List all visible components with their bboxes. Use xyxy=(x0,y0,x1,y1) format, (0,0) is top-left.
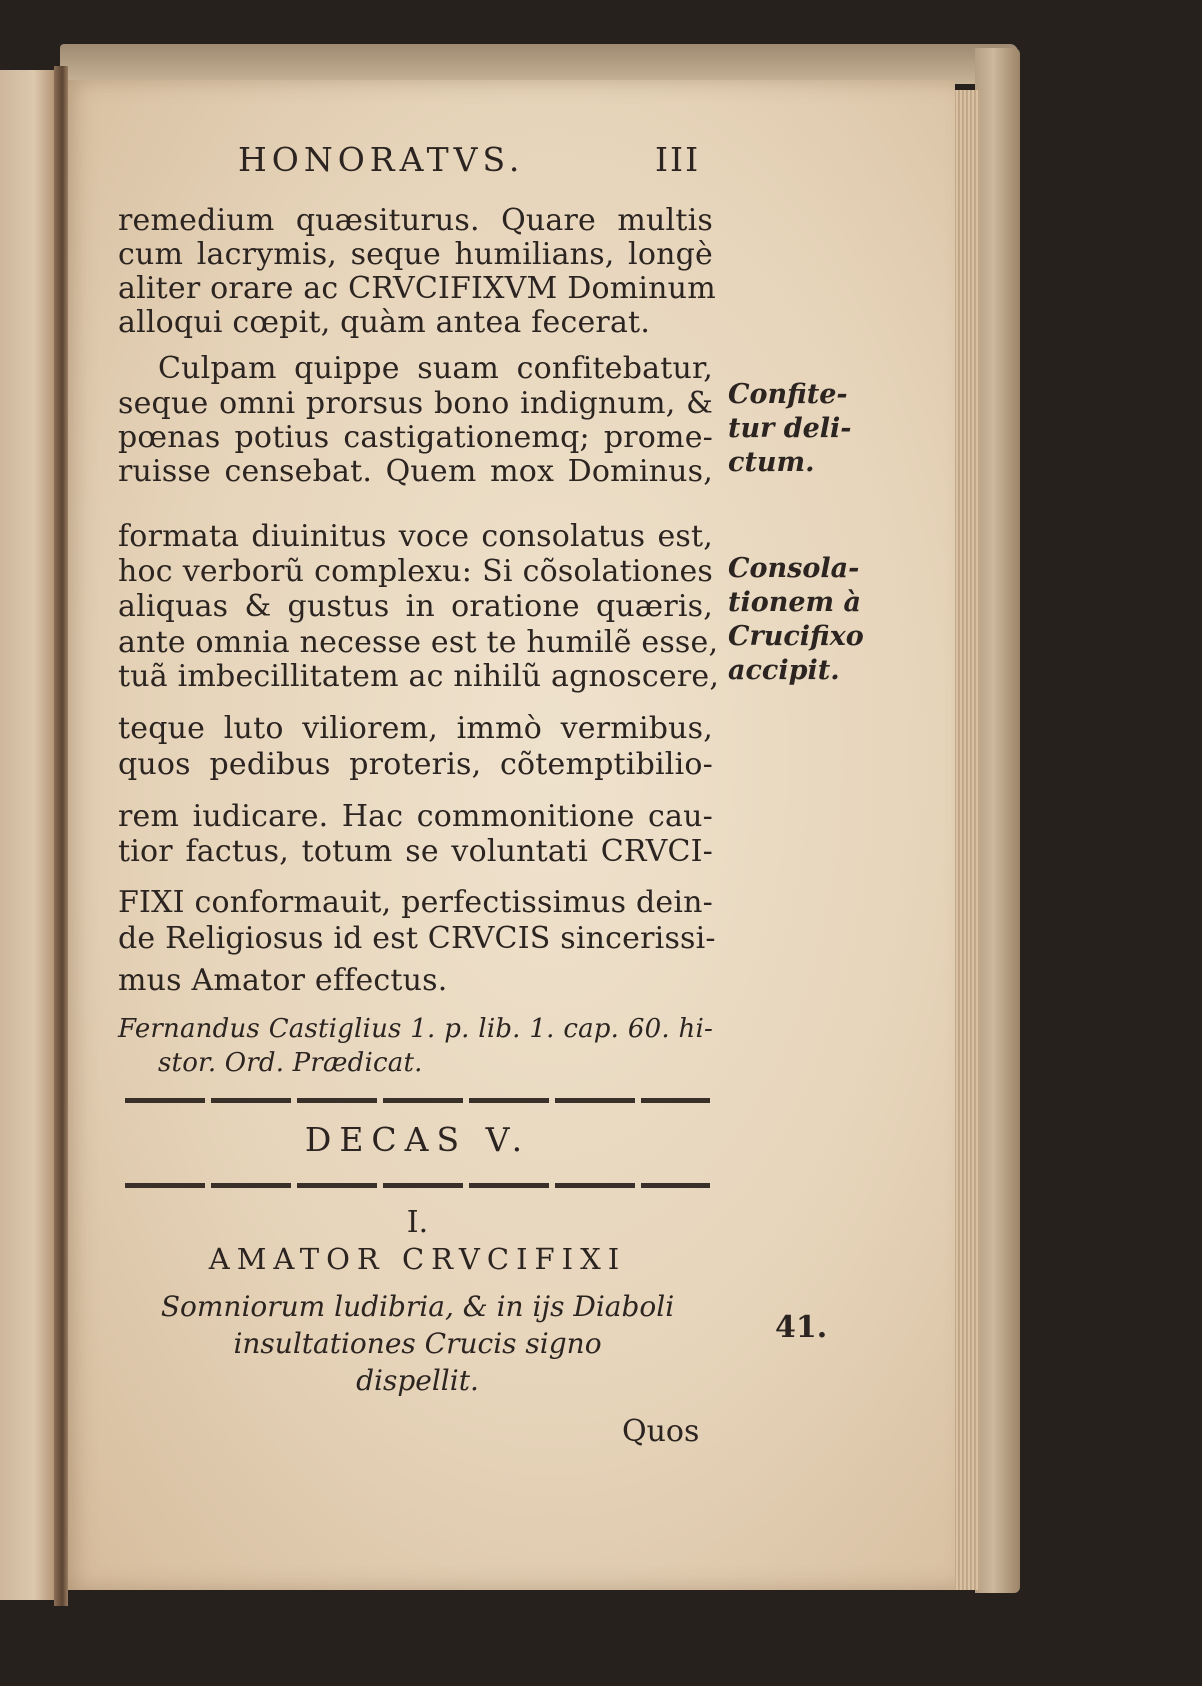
body-line: seque omni prorsus bono indignum, & xyxy=(118,386,713,421)
body-line: teque luto viliorem, immò vermibus, xyxy=(118,711,713,746)
running-title: HONORATVS. xyxy=(238,140,525,179)
citation-line: Fernandus Castiglius 1. p. lib. 1. cap. 60. hi- xyxy=(118,1014,713,1044)
margin-note-line: Confite- xyxy=(728,379,848,410)
body-line: FIXI conformauit, perfectissimus dein- xyxy=(118,885,713,920)
body-line: mus Amator effectus. xyxy=(118,963,448,998)
body-line: de Religiosus id est CRVCIS sincerissi- xyxy=(118,921,716,956)
body-line: aliter orare ac CRVCIFIXVM Dominum xyxy=(118,271,716,306)
body-line: cum lacrymis, seque humilians, longè xyxy=(118,237,713,272)
catchword: Quos xyxy=(622,1414,700,1449)
body-line: aliquas & gustus in oratione quæris, xyxy=(118,589,713,624)
margin-note-line: Crucifixo xyxy=(728,621,864,652)
section-subtitle-line: insultationes Crucis signo xyxy=(233,1327,602,1360)
margin-note-line: ctum. xyxy=(728,447,815,478)
margin-note-consolationem xyxy=(728,552,864,688)
citation-line: stor. Ord. Prædicat. xyxy=(158,1048,423,1078)
section-subtitle-line: Somniorum ludibria, & in ijs Diaboli xyxy=(160,1290,675,1323)
section-number: I. xyxy=(406,1205,429,1240)
body-line: formata diuinitus voce consolatus est, xyxy=(118,519,713,554)
body-line: alloqui cœpit, quàm antea fecerat. xyxy=(118,305,651,340)
margin-note-line: tur deli- xyxy=(728,413,852,444)
book-cover-right xyxy=(975,48,1020,1593)
margin-number: 41. xyxy=(775,1310,828,1345)
margin-note-line: tionem à xyxy=(728,587,862,618)
body-line: quos pedibus proteris, cõtemptibilio- xyxy=(118,747,713,782)
body-line: Culpam quippe suam confitebatur, xyxy=(158,351,713,386)
gutter xyxy=(54,66,68,1606)
decas-title: DECAS V. xyxy=(304,1120,531,1159)
rule-bottom xyxy=(125,1183,710,1188)
margin-note-line: accipit. xyxy=(728,655,840,686)
body-line: pœnas potius castigationemq; prome- xyxy=(118,420,713,455)
book-cover-top xyxy=(60,44,1018,84)
book-left-page xyxy=(0,70,62,1600)
page-number: III xyxy=(655,140,701,179)
body-line: tuã imbecillitatem ac nihilũ agnoscere, xyxy=(118,659,720,694)
body-line: ruisse censebat. Quem mox Dominus, xyxy=(118,454,713,489)
body-line: rem iudicare. Hac commonitione cau- xyxy=(118,799,713,834)
margin-note-confitetur xyxy=(728,378,852,480)
body-line: remedium quæsiturus. Quare multis xyxy=(118,203,713,238)
section-heading: AMATOR CRVCIFIXI xyxy=(208,1242,627,1276)
rule-top xyxy=(125,1098,710,1103)
margin-note-line: Consola- xyxy=(728,553,860,584)
body-line: ante omnia necesse est te humilẽ esse, xyxy=(118,625,719,660)
body-line: hoc verborũ complexu: Si cõsolationes xyxy=(118,554,713,589)
body-line: tior factus, totum se voluntati CRVCI- xyxy=(118,834,713,869)
section-subtitle-line: dispellit. xyxy=(356,1364,479,1397)
